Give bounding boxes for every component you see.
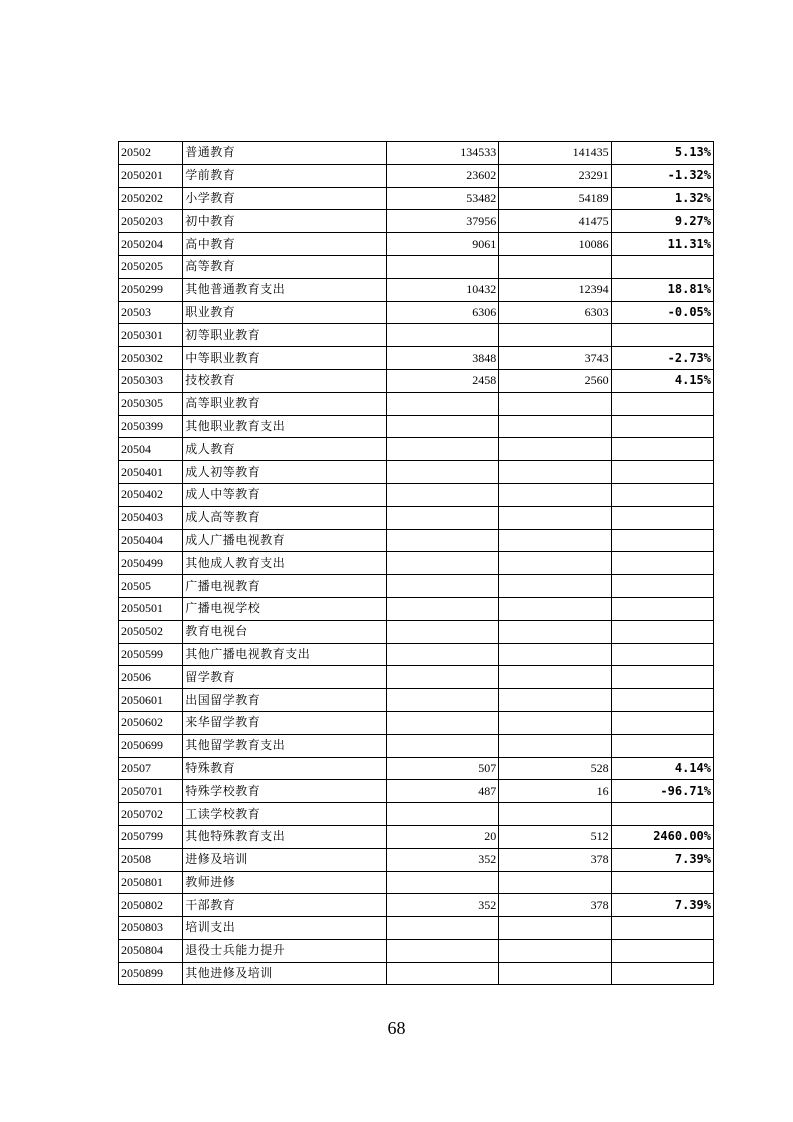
cell-code: 2050301 (119, 324, 183, 347)
cell-name: 高中教育 (183, 233, 387, 256)
cell-name: 干部教育 (183, 894, 387, 917)
table-row (119, 597, 714, 620)
cell-change-percent (611, 461, 713, 484)
cell-prev-amount: 10432 (386, 278, 498, 301)
table-row (119, 324, 714, 347)
cell-code: 2050299 (119, 278, 183, 301)
cell-curr-amount: 16 (499, 780, 611, 803)
cell-name: 职业教育 (183, 301, 387, 324)
cell-change-percent: -0.05% (611, 301, 713, 324)
cell-prev-amount (386, 666, 498, 689)
cell-code: 2050303 (119, 369, 183, 392)
cell-code: 20508 (119, 848, 183, 871)
cell-name: 其他进修及培训 (183, 962, 387, 985)
cell-code: 20505 (119, 575, 183, 598)
cell-prev-amount (386, 939, 498, 962)
table-row (119, 552, 714, 575)
cell-name: 退役士兵能力提升 (183, 939, 387, 962)
cell-curr-amount (499, 324, 611, 347)
cell-prev-amount: 352 (386, 894, 498, 917)
cell-code: 2050702 (119, 803, 183, 826)
cell-curr-amount: 378 (499, 894, 611, 917)
cell-prev-amount: 507 (386, 757, 498, 780)
cell-curr-amount: 41475 (499, 210, 611, 233)
cell-prev-amount (386, 461, 498, 484)
cell-change-percent (611, 689, 713, 712)
table-row (119, 187, 714, 210)
cell-code: 2050501 (119, 597, 183, 620)
cell-name: 其他成人教育支出 (183, 552, 387, 575)
cell-code: 2050701 (119, 780, 183, 803)
cell-change-percent (611, 506, 713, 529)
cell-curr-amount (499, 552, 611, 575)
cell-prev-amount (386, 392, 498, 415)
cell-change-percent (611, 962, 713, 985)
table-row (119, 803, 714, 826)
cell-prev-amount: 134533 (386, 142, 498, 165)
cell-curr-amount: 12394 (499, 278, 611, 301)
cell-prev-amount: 352 (386, 848, 498, 871)
cell-name: 普通教育 (183, 142, 387, 165)
cell-curr-amount: 6303 (499, 301, 611, 324)
table-row (119, 506, 714, 529)
cell-change-percent (611, 734, 713, 757)
cell-curr-amount: 3743 (499, 347, 611, 370)
cell-name: 成人高等教育 (183, 506, 387, 529)
cell-code: 20506 (119, 666, 183, 689)
cell-curr-amount (499, 483, 611, 506)
cell-change-percent: 18.81% (611, 278, 713, 301)
cell-change-percent (611, 255, 713, 278)
table-row (119, 369, 714, 392)
cell-curr-amount: 23291 (499, 164, 611, 187)
cell-code: 2050302 (119, 347, 183, 370)
cell-change-percent: 7.39% (611, 894, 713, 917)
table-row (119, 689, 714, 712)
cell-prev-amount: 9061 (386, 233, 498, 256)
cell-curr-amount (499, 939, 611, 962)
cell-code: 2050201 (119, 164, 183, 187)
cell-change-percent (611, 620, 713, 643)
cell-curr-amount: 528 (499, 757, 611, 780)
cell-curr-amount (499, 734, 611, 757)
cell-change-percent (611, 529, 713, 552)
cell-prev-amount (386, 734, 498, 757)
cell-code: 20504 (119, 438, 183, 461)
cell-name: 技校教育 (183, 369, 387, 392)
cell-curr-amount (499, 666, 611, 689)
cell-curr-amount: 512 (499, 825, 611, 848)
cell-curr-amount (499, 575, 611, 598)
cell-change-percent (611, 803, 713, 826)
cell-code: 2050802 (119, 894, 183, 917)
cell-name: 特殊学校教育 (183, 780, 387, 803)
table-row (119, 917, 714, 940)
cell-change-percent: 2460.00% (611, 825, 713, 848)
cell-prev-amount (386, 552, 498, 575)
cell-prev-amount (386, 575, 498, 598)
cell-code: 2050502 (119, 620, 183, 643)
table-row (119, 780, 714, 803)
cell-prev-amount (386, 962, 498, 985)
cell-prev-amount (386, 871, 498, 894)
cell-name: 广播电视学校 (183, 597, 387, 620)
cell-prev-amount (386, 620, 498, 643)
cell-change-percent: 9.27% (611, 210, 713, 233)
cell-name: 其他留学教育支出 (183, 734, 387, 757)
budget-table (118, 141, 714, 985)
cell-name: 来华留学教育 (183, 711, 387, 734)
cell-name: 小学教育 (183, 187, 387, 210)
table-row (119, 438, 714, 461)
cell-curr-amount (499, 438, 611, 461)
cell-curr-amount (499, 415, 611, 438)
cell-prev-amount (386, 597, 498, 620)
table-row (119, 461, 714, 484)
cell-name: 特殊教育 (183, 757, 387, 780)
cell-code: 2050699 (119, 734, 183, 757)
cell-change-percent (611, 438, 713, 461)
cell-curr-amount (499, 962, 611, 985)
cell-curr-amount (499, 711, 611, 734)
table-row (119, 575, 714, 598)
table-row (119, 894, 714, 917)
cell-name: 教育电视台 (183, 620, 387, 643)
cell-code: 2050402 (119, 483, 183, 506)
cell-code: 2050399 (119, 415, 183, 438)
cell-code: 2050305 (119, 392, 183, 415)
cell-name: 培训支出 (183, 917, 387, 940)
cell-name: 初等职业教育 (183, 324, 387, 347)
table-row (119, 529, 714, 552)
cell-change-percent: -2.73% (611, 347, 713, 370)
table-row (119, 347, 714, 370)
cell-code: 2050799 (119, 825, 183, 848)
cell-prev-amount (386, 483, 498, 506)
table-row (119, 711, 714, 734)
cell-curr-amount (499, 392, 611, 415)
table-row (119, 620, 714, 643)
table-row (119, 255, 714, 278)
cell-change-percent (611, 666, 713, 689)
cell-code: 2050803 (119, 917, 183, 940)
cell-change-percent (611, 939, 713, 962)
table-row (119, 233, 714, 256)
cell-change-percent (611, 415, 713, 438)
cell-change-percent: 4.14% (611, 757, 713, 780)
cell-name: 成人初等教育 (183, 461, 387, 484)
cell-name: 留学教育 (183, 666, 387, 689)
cell-code: 2050203 (119, 210, 183, 233)
cell-change-percent (611, 392, 713, 415)
table-row (119, 483, 714, 506)
table-row (119, 643, 714, 666)
cell-name: 初中教育 (183, 210, 387, 233)
cell-change-percent (611, 711, 713, 734)
table-row (119, 164, 714, 187)
cell-prev-amount (386, 711, 498, 734)
table-row (119, 939, 714, 962)
cell-curr-amount (499, 255, 611, 278)
cell-change-percent (611, 483, 713, 506)
cell-name: 出国留学教育 (183, 689, 387, 712)
cell-code: 20507 (119, 757, 183, 780)
cell-prev-amount (386, 506, 498, 529)
cell-change-percent (611, 597, 713, 620)
cell-code: 2050205 (119, 255, 183, 278)
cell-curr-amount (499, 461, 611, 484)
cell-change-percent: 1.32% (611, 187, 713, 210)
cell-curr-amount (499, 620, 611, 643)
cell-prev-amount (386, 803, 498, 826)
cell-code: 2050204 (119, 233, 183, 256)
cell-code: 2050804 (119, 939, 183, 962)
cell-prev-amount: 487 (386, 780, 498, 803)
cell-code: 2050202 (119, 187, 183, 210)
cell-prev-amount (386, 689, 498, 712)
cell-prev-amount: 3848 (386, 347, 498, 370)
table-row (119, 962, 714, 985)
cell-name: 成人教育 (183, 438, 387, 461)
cell-code: 20502 (119, 142, 183, 165)
cell-prev-amount: 23602 (386, 164, 498, 187)
cell-curr-amount (499, 643, 611, 666)
cell-name: 其他普通教育支出 (183, 278, 387, 301)
cell-curr-amount (499, 803, 611, 826)
cell-curr-amount: 378 (499, 848, 611, 871)
table-row (119, 757, 714, 780)
cell-name: 其他特殊教育支出 (183, 825, 387, 848)
cell-curr-amount: 54189 (499, 187, 611, 210)
cell-name: 学前教育 (183, 164, 387, 187)
cell-change-percent (611, 917, 713, 940)
cell-change-percent: 4.15% (611, 369, 713, 392)
table-row (119, 734, 714, 757)
cell-change-percent (611, 575, 713, 598)
cell-code: 20503 (119, 301, 183, 324)
cell-prev-amount (386, 438, 498, 461)
cell-name: 高等职业教育 (183, 392, 387, 415)
cell-prev-amount (386, 917, 498, 940)
cell-code: 2050404 (119, 529, 183, 552)
cell-change-percent (611, 643, 713, 666)
cell-curr-amount (499, 597, 611, 620)
cell-name: 成人广播电视教育 (183, 529, 387, 552)
cell-prev-amount: 37956 (386, 210, 498, 233)
cell-curr-amount (499, 506, 611, 529)
cell-name: 进修及培训 (183, 848, 387, 871)
cell-code: 2050499 (119, 552, 183, 575)
table-row (119, 415, 714, 438)
cell-change-percent (611, 871, 713, 894)
budget-table-body (119, 142, 714, 985)
cell-name: 成人中等教育 (183, 483, 387, 506)
cell-curr-amount: 2560 (499, 369, 611, 392)
table-row (119, 848, 714, 871)
table-row (119, 301, 714, 324)
cell-prev-amount: 6306 (386, 301, 498, 324)
cell-change-percent: -96.71% (611, 780, 713, 803)
table-row (119, 142, 714, 165)
cell-prev-amount (386, 324, 498, 347)
cell-change-percent: 5.13% (611, 142, 713, 165)
cell-name: 高等教育 (183, 255, 387, 278)
cell-curr-amount (499, 529, 611, 552)
table-row (119, 825, 714, 848)
cell-name: 其他广播电视教育支出 (183, 643, 387, 666)
table-row (119, 210, 714, 233)
cell-prev-amount (386, 529, 498, 552)
cell-change-percent: 11.31% (611, 233, 713, 256)
cell-name: 教师进修 (183, 871, 387, 894)
cell-change-percent (611, 324, 713, 347)
cell-name: 中等职业教育 (183, 347, 387, 370)
cell-prev-amount (386, 255, 498, 278)
table-row (119, 278, 714, 301)
cell-prev-amount (386, 415, 498, 438)
cell-code: 2050401 (119, 461, 183, 484)
cell-code: 2050599 (119, 643, 183, 666)
cell-name: 广播电视教育 (183, 575, 387, 598)
cell-change-percent (611, 552, 713, 575)
cell-prev-amount: 20 (386, 825, 498, 848)
cell-code: 2050403 (119, 506, 183, 529)
cell-change-percent: 7.39% (611, 848, 713, 871)
cell-prev-amount: 53482 (386, 187, 498, 210)
cell-name: 其他职业教育支出 (183, 415, 387, 438)
table-row (119, 871, 714, 894)
cell-curr-amount (499, 871, 611, 894)
cell-curr-amount (499, 917, 611, 940)
cell-curr-amount: 10086 (499, 233, 611, 256)
table-row (119, 392, 714, 415)
cell-name: 工读学校教育 (183, 803, 387, 826)
cell-code: 2050801 (119, 871, 183, 894)
cell-code: 2050602 (119, 711, 183, 734)
cell-code: 2050899 (119, 962, 183, 985)
table-row (119, 666, 714, 689)
cell-change-percent: -1.32% (611, 164, 713, 187)
page-number: 68 (387, 1018, 406, 1038)
cell-prev-amount (386, 643, 498, 666)
cell-prev-amount: 2458 (386, 369, 498, 392)
cell-curr-amount (499, 689, 611, 712)
cell-curr-amount: 141435 (499, 142, 611, 165)
cell-code: 2050601 (119, 689, 183, 712)
